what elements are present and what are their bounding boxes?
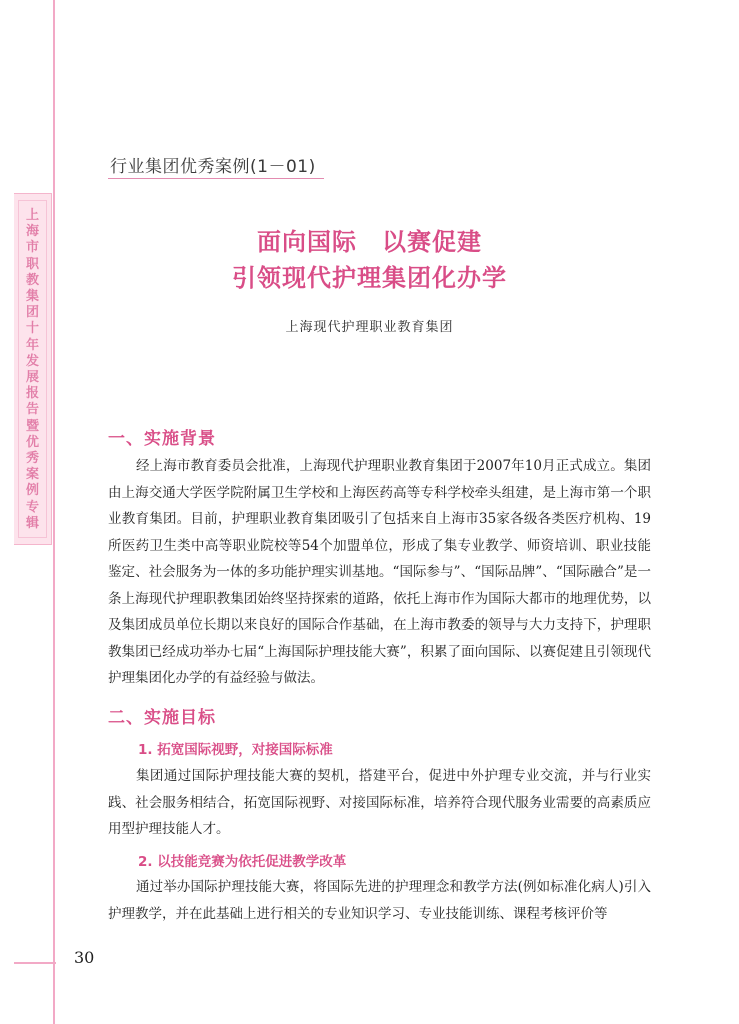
- side-tab-char: 案: [25, 467, 39, 483]
- side-tab-char: 告: [25, 402, 39, 418]
- title-line-1: 面向国际 以赛促建: [257, 227, 482, 256]
- side-tab-char: 集: [25, 289, 39, 305]
- category-header: 行业集团优秀案例(1－01): [110, 157, 316, 177]
- paragraph-background: 经上海市教育委员会批准，上海现代护理职业教育集团于2007年10月正式成立。集团由上海交通大学医学院附属卫生学校和上海医药高等专科学校牵头组建，是上海市第一个职业教育集团。目前，护理职业教育集团吸引了包括来自上海市35家各级各类医疗机构、19所医药卫生类中高等职业院校等54个加盟单位，形成了集专业教学、师资培训、职业技能鉴定、社会服务为一体的多功能护理实训基地。“国际参与”、“国际品牌”、“国际融合”是一条上海现代护理职教集团始终坚持探索的道路，依托上海市作为国际大都市的地理优势，以及集团成员单位长期以来良好的国际合作基础，在上海市教委的领导与大力支持下，护理职教集团已经成功举办七届“上海国际护理技能大赛”，积累了面向国际、以赛促建且引领现代护理集团化办学的有益经验与做法。: [108, 458, 651, 686]
- side-tab-char: 秀: [25, 451, 39, 467]
- paragraph-goal-2: 通过举办国际护理技能大赛，将国际先进的护理理念和教学方法(例如标准化病人)引入护理教学，并在此基础上进行相关的专业知识学习、专业技能训练、课程考核评价等: [108, 879, 651, 922]
- page-number: 30: [74, 948, 95, 967]
- side-tab-char: 优: [25, 434, 39, 450]
- section-heading-background: 一、实施背景: [108, 429, 216, 449]
- side-tab-char: 专: [25, 499, 39, 515]
- side-tab-char: 发: [25, 353, 39, 369]
- side-tab-char: 市: [25, 240, 39, 256]
- side-tab-char: 例: [25, 483, 39, 499]
- side-tab-char: 报: [25, 386, 39, 402]
- category-underline: [108, 178, 324, 179]
- bottom-border-line: [14, 962, 56, 964]
- title-line-2: 引领现代护理集团化办学: [232, 263, 507, 292]
- section-heading-goals: 二、实施目标: [108, 708, 216, 728]
- side-tab-char: 十: [25, 321, 39, 337]
- side-tab-char: 团: [25, 305, 39, 321]
- left-border-line: [53, 0, 55, 1024]
- subheading-goal-1: 1. 拓宽国际视野，对接国际标准: [138, 742, 333, 758]
- side-tab-char: 辑: [25, 515, 39, 531]
- side-tab-char: 职: [25, 256, 39, 272]
- side-tab-char: 展: [25, 370, 39, 386]
- paragraph-goal-1: 集团通过国际护理技能大赛的契机，搭建平台，促进中外护理专业交流，并与行业实践、社会服务相结合，拓宽国际视野、对接国际标准，培养符合现代服务业需要的高素质应用型护理技能人才。: [108, 768, 651, 837]
- side-tab-char: 教: [25, 272, 39, 288]
- side-tab-char: 上: [25, 208, 39, 223]
- subheading-goal-2: 2. 以技能竞赛为依托促进教学改革: [138, 854, 347, 870]
- side-tab-char: 年: [25, 337, 39, 353]
- side-tab-char: 海: [25, 224, 39, 240]
- author: 上海现代护理职业教育集团: [285, 320, 454, 335]
- side-tab-char: 暨: [25, 418, 39, 434]
